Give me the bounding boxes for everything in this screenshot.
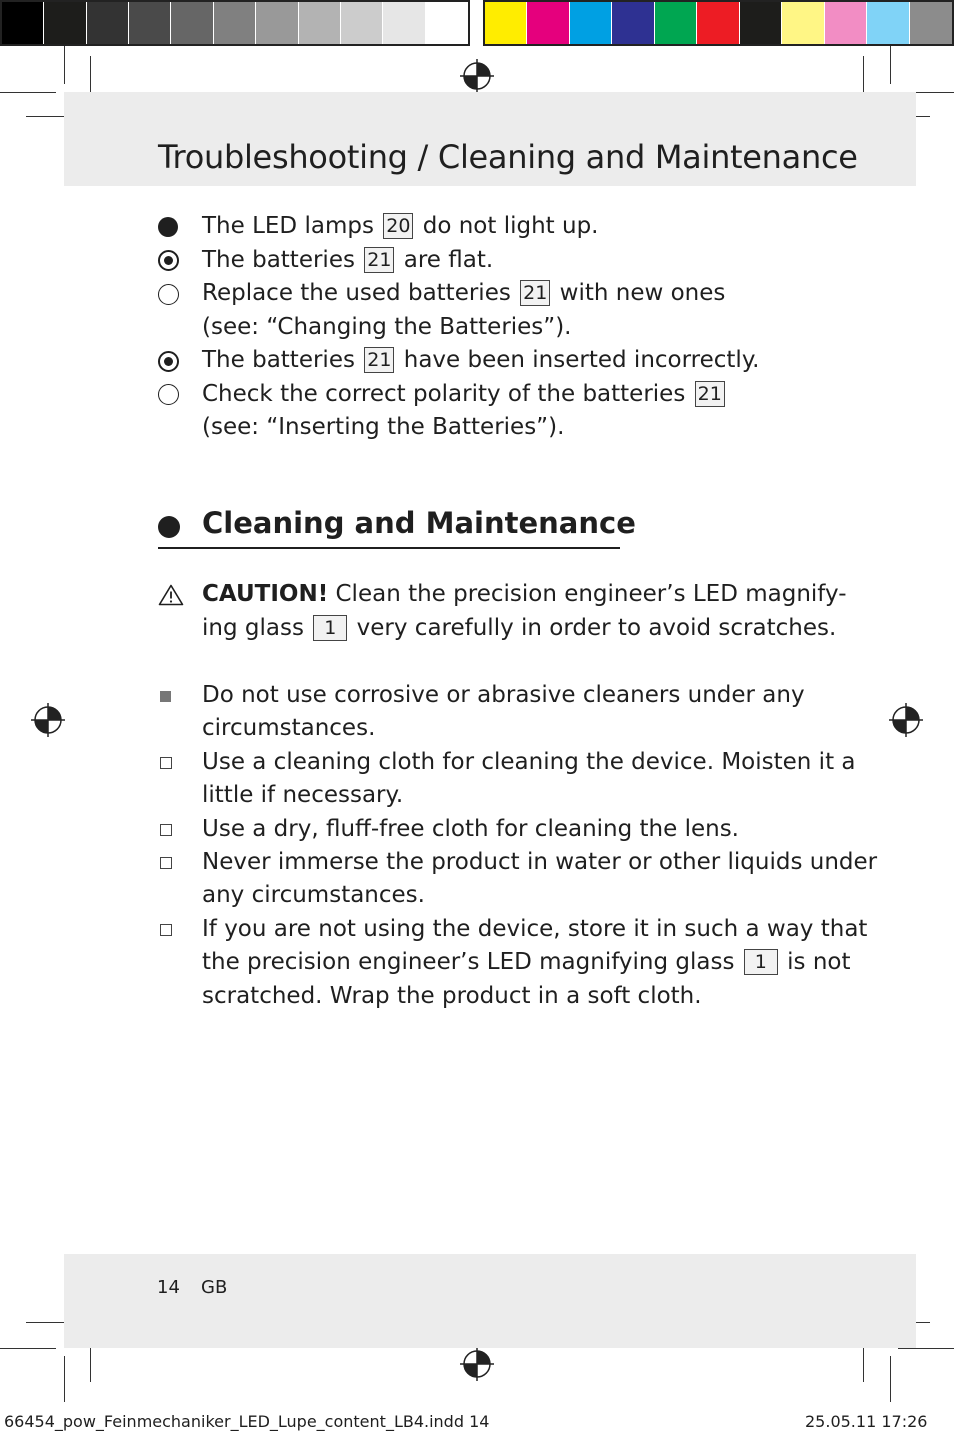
registration-mark-icon: [31, 703, 65, 737]
gray-swatch: [129, 2, 171, 44]
color-swatch: [697, 2, 739, 44]
section-bullet-icon: [158, 516, 180, 538]
registration-mark-icon: [460, 59, 494, 93]
caution-text: very carefully in order to avoid scratches.: [349, 615, 837, 641]
filled-square-bullet-icon: [158, 685, 186, 707]
crop-mark: [64, 1356, 65, 1402]
gray-swatch: [256, 2, 298, 44]
crop-mark: [64, 46, 65, 84]
gray-swatch: [214, 2, 256, 44]
cause-bullet-icon: [158, 250, 186, 272]
caution-text: Clean the precision engineer’s LED magnify-: [328, 581, 847, 607]
language-code: GB: [201, 1277, 228, 1298]
color-swatch: [612, 2, 654, 44]
warning-triangle-icon: [158, 584, 186, 606]
registration-mark-icon: [889, 703, 923, 737]
line-text: Check the correct polarity of the batteries: [202, 380, 693, 407]
problem-bullet-icon: [158, 216, 186, 238]
caution-label: CAUTION!: [202, 581, 329, 607]
gray-swatch: [87, 2, 129, 44]
section-heading-underline: [158, 547, 620, 549]
line-text: circumstances.: [202, 715, 376, 742]
line-text: have been inserted incorrectly.: [396, 347, 760, 373]
crop-mark: [898, 1348, 954, 1349]
empty-square-bullet-icon: [158, 852, 186, 874]
part-reference: 21: [695, 381, 725, 407]
gray-swatch: [426, 2, 468, 44]
color-swatch: [655, 2, 697, 44]
line-text: is not: [779, 949, 851, 976]
color-swatch: [485, 2, 527, 44]
line-text: Use a cleaning cloth for cleaning the device. Moisten it a: [202, 748, 856, 775]
line-text: (see: “Changing the Batteries”).: [202, 313, 572, 340]
line-text: Use a dry, fluff-free cloth for cleaning the lens.: [202, 815, 739, 842]
color-swatch: [527, 2, 569, 44]
color-swatch: [910, 2, 952, 44]
print-slug-file: 66454_pow_Feinmechaniker_LED_Lupe_content_LB4.indd 14: [4, 1412, 490, 1431]
part-reference: 21: [364, 347, 394, 373]
solution-bullet-icon: [158, 384, 186, 406]
color-swatch: [570, 2, 612, 44]
part-reference: 20: [383, 213, 413, 239]
crop-mark: [890, 1356, 891, 1402]
line-text: The batteries: [202, 347, 363, 373]
color-swatch: [825, 2, 867, 44]
print-slug-datetime: 25.05.11 17:26: [805, 1412, 928, 1431]
crop-mark: [0, 92, 56, 93]
line-text: with new ones: [552, 280, 726, 306]
grayscale-color-bar: [0, 0, 470, 46]
empty-square-bullet-icon: [158, 919, 186, 941]
gray-swatch: [383, 2, 425, 44]
page-number: 14: [157, 1277, 180, 1298]
cause-bullet-icon: [158, 350, 186, 372]
solution-bullet-icon: [158, 283, 186, 305]
footer-band: [64, 1254, 916, 1348]
empty-square-bullet-icon: [158, 819, 186, 841]
part-reference: 1: [744, 949, 778, 975]
color-swatch: [740, 2, 782, 44]
crop-mark: [0, 1348, 56, 1349]
line-text: Never immerse the product in water or other liquids under: [202, 849, 878, 875]
line-text: little if necessary.: [202, 782, 404, 809]
line-text: The batteries: [202, 246, 363, 273]
part-reference: 21: [520, 280, 550, 306]
crop-mark: [890, 46, 891, 84]
line-text: do not light up.: [415, 213, 599, 239]
line-text: (see: “Inserting the Batteries”).: [202, 414, 565, 440]
line-text: If you are not using the device, store it in such a way that: [202, 915, 868, 942]
gray-swatch: [341, 2, 383, 44]
color-swatch: [867, 2, 909, 44]
registration-mark-icon: [460, 1347, 494, 1381]
line-text: The LED lamps: [202, 213, 382, 239]
part-reference: 1: [313, 615, 347, 641]
line-text: Replace the used batteries: [202, 280, 519, 306]
gray-swatch: [2, 2, 44, 44]
line-text: scratched. Wrap the product in a soft cloth.: [202, 982, 702, 1009]
part-reference: 21: [364, 247, 394, 273]
process-color-bar: [483, 0, 954, 46]
gray-swatch: [44, 2, 86, 44]
color-swatch: [782, 2, 824, 44]
empty-square-bullet-icon: [158, 752, 186, 774]
line-text: any circumstances.: [202, 882, 425, 909]
gray-swatch: [299, 2, 341, 44]
caution-text: ing glass: [202, 615, 312, 641]
page-title: Troubleshooting / Cleaning and Maintenance: [158, 138, 858, 176]
line-text: are flat.: [396, 246, 494, 273]
section-heading-text: Cleaning and Maintenance: [202, 506, 636, 540]
line-text: the precision engineer’s LED magnifying glass: [202, 949, 742, 976]
line-text: Do not use corrosive or abrasive cleaners under any: [202, 682, 805, 708]
gray-swatch: [171, 2, 213, 44]
